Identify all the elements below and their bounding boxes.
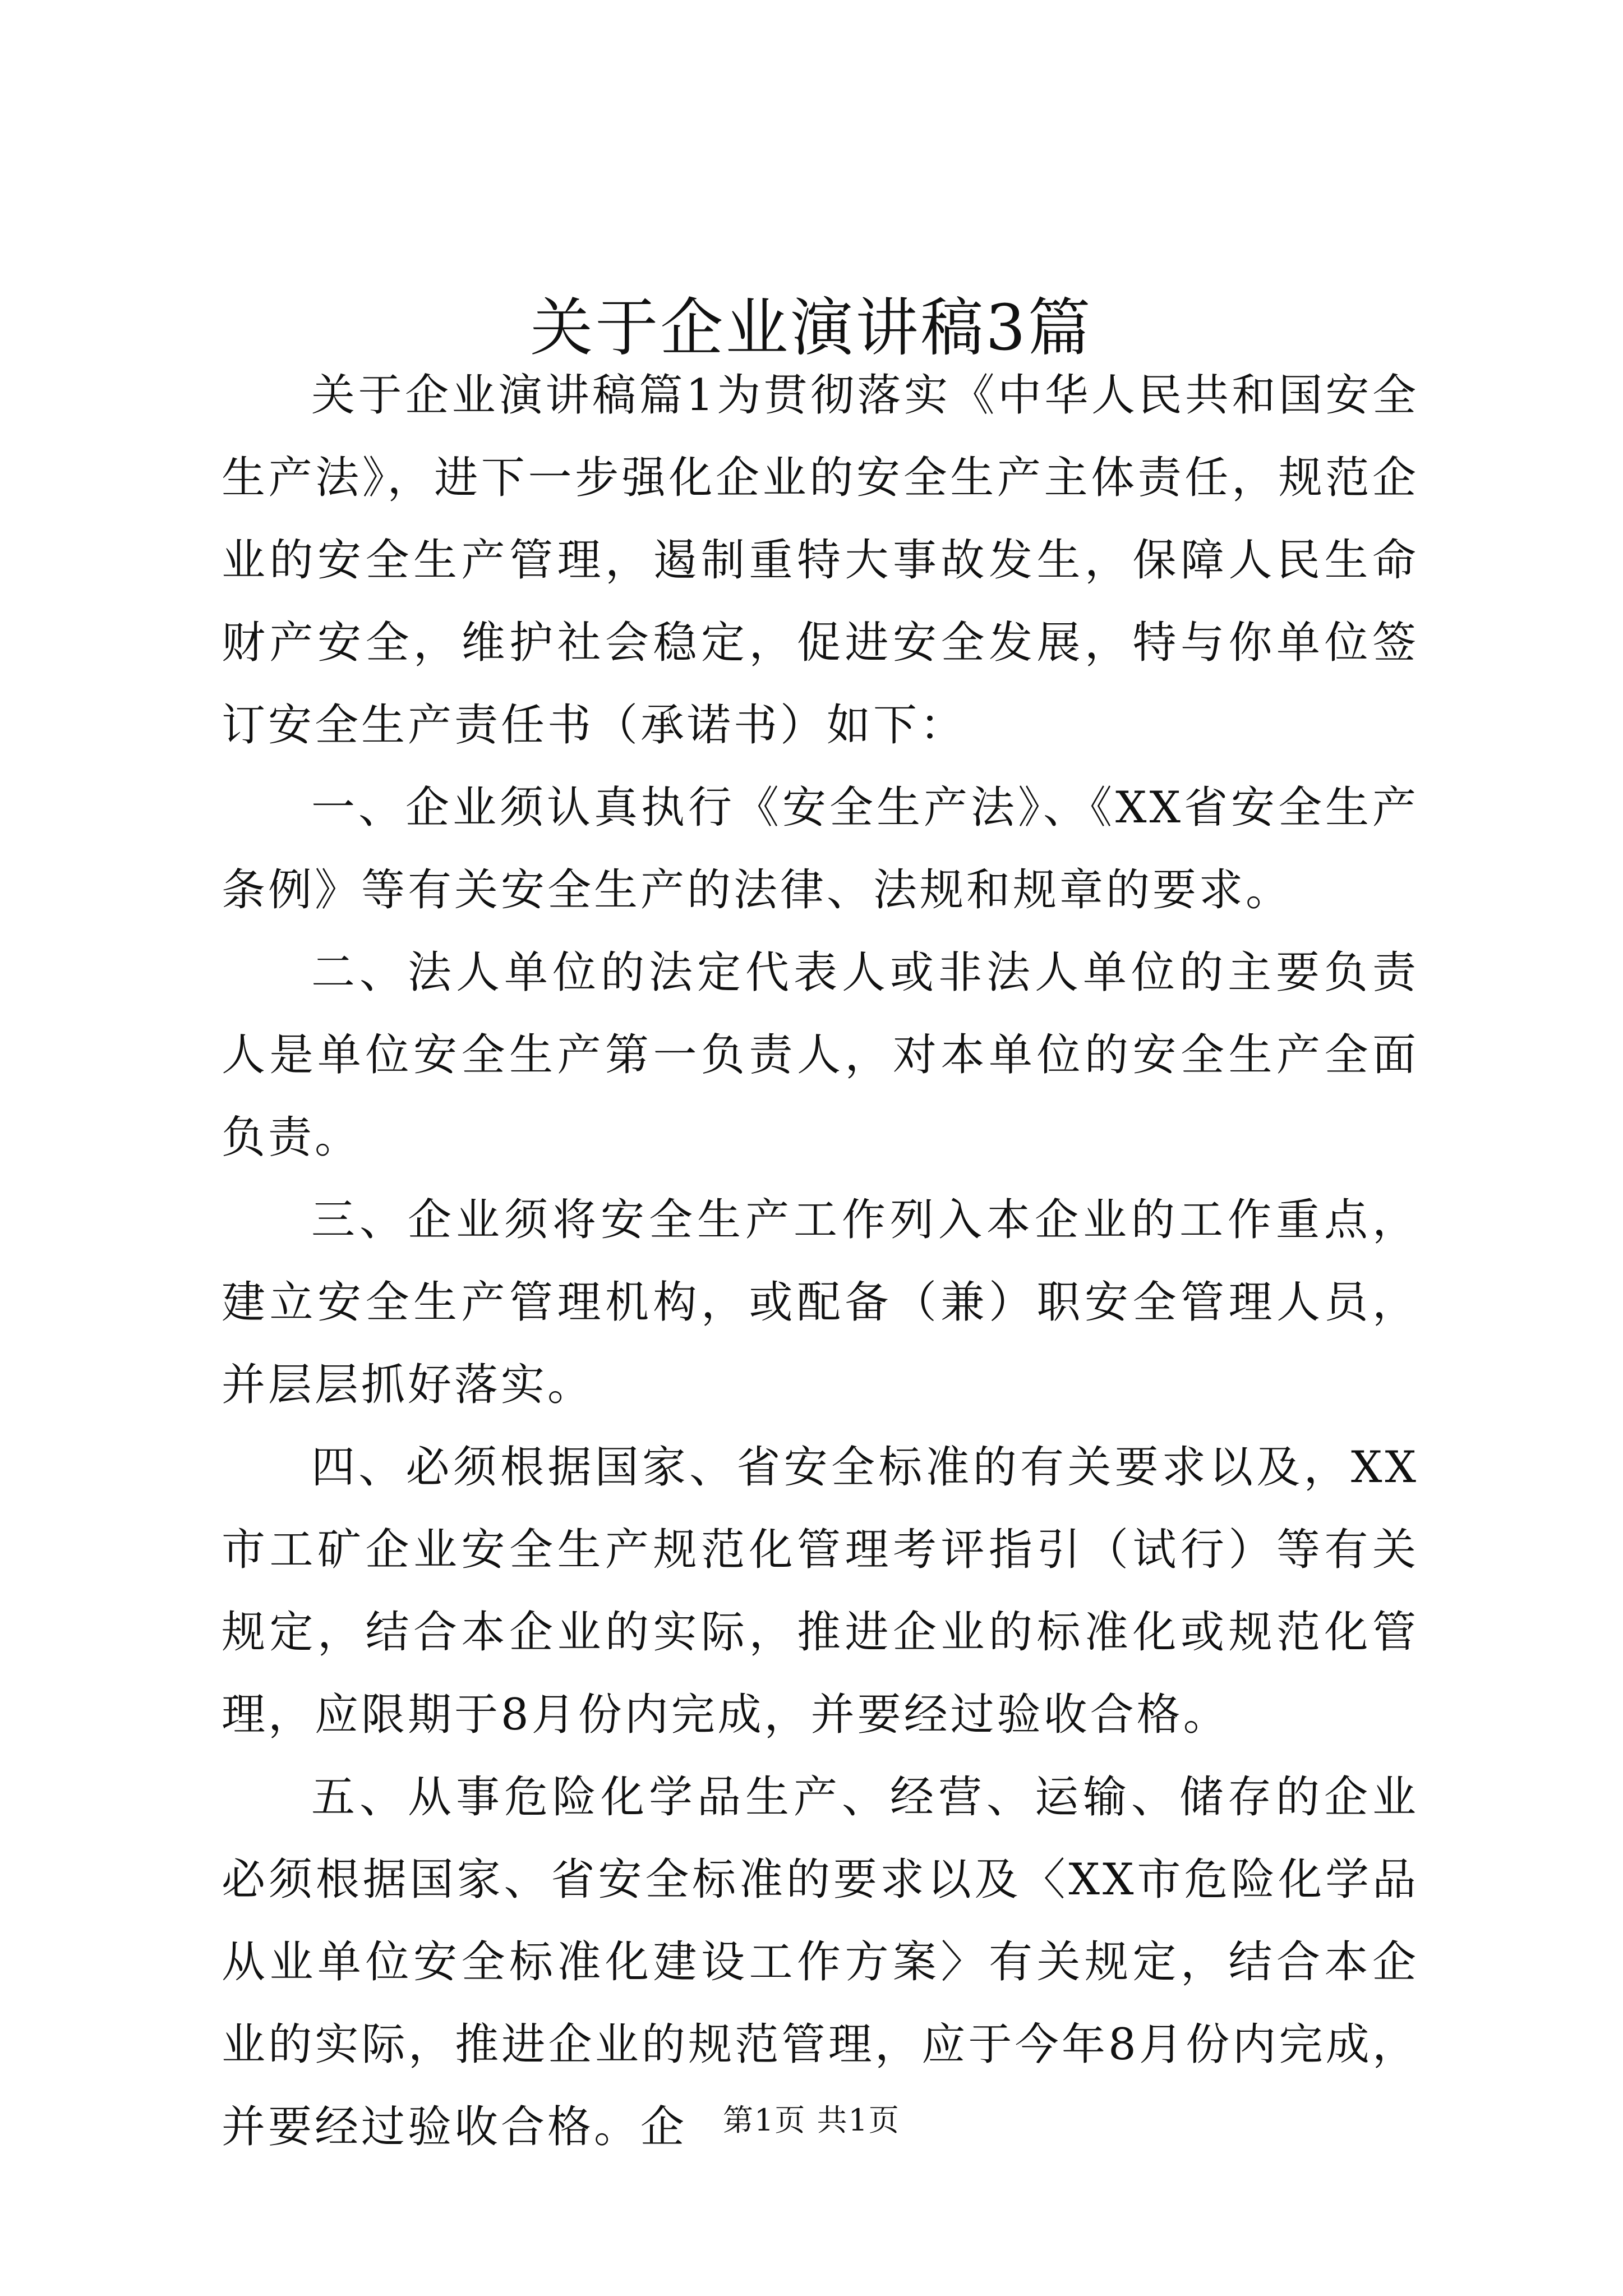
paragraph-item-5: 五、从事危险化学品生产、经营、运输、储存的企业必须根据国家、省安全标准的要求以及〈XX市危险化学品从业单位安全标准化建设工作方案〉有关规定，结合本企业的实际，推进企业的规范管理，应于今年8月份内完成，并要经过验收合格。企 xyxy=(222,1772,1419,2152)
paragraph-item-4: 四、必须根据国家、省安全标准的有关要求以及，XX市工矿企业安全生产规范化管理考评指引（试行）等有关规定，结合本企业的实际，推进企业的标准化或规范化管理，应限期于8月份内完成，并要经过验收合格。 xyxy=(222,1442,1419,1740)
document-body xyxy=(222,355,1419,2169)
paragraph-item-1: 一、企业须认真执行《安全生产法》、《XX省安全生产条例》等有关安全生产的法律、法规和规章的要求。 xyxy=(222,783,1419,915)
paragraph-item-3: 三、企业须将安全生产工作列入本企业的工作重点，建立安全生产管理机构，或配备（兼）职安全管理人员，并层层抓好落实。 xyxy=(222,1195,1419,1410)
document-title: 关于企业演讲稿3篇 xyxy=(530,292,1093,365)
paragraph-item-2: 二、法人单位的法定代表人或非法人单位的主要负责人是单位安全生产第一负责人，对本单位的安全生产全面负责。 xyxy=(222,947,1419,1163)
page-number-footer: 第1页 共1页 xyxy=(723,2102,900,2138)
paragraph-intro: 关于企业演讲稿篇1为贯彻落实《中华人民共和国安全生产法》，进下一步强化企业的安全生产主体责任，规范企业的安全生产管理，遏制重特大事故发生，保障人民生命财产安全，维护社会稳定，促进安全发展，特与你单位签订安全生产责任书（承诺书）如下： xyxy=(222,370,1419,751)
